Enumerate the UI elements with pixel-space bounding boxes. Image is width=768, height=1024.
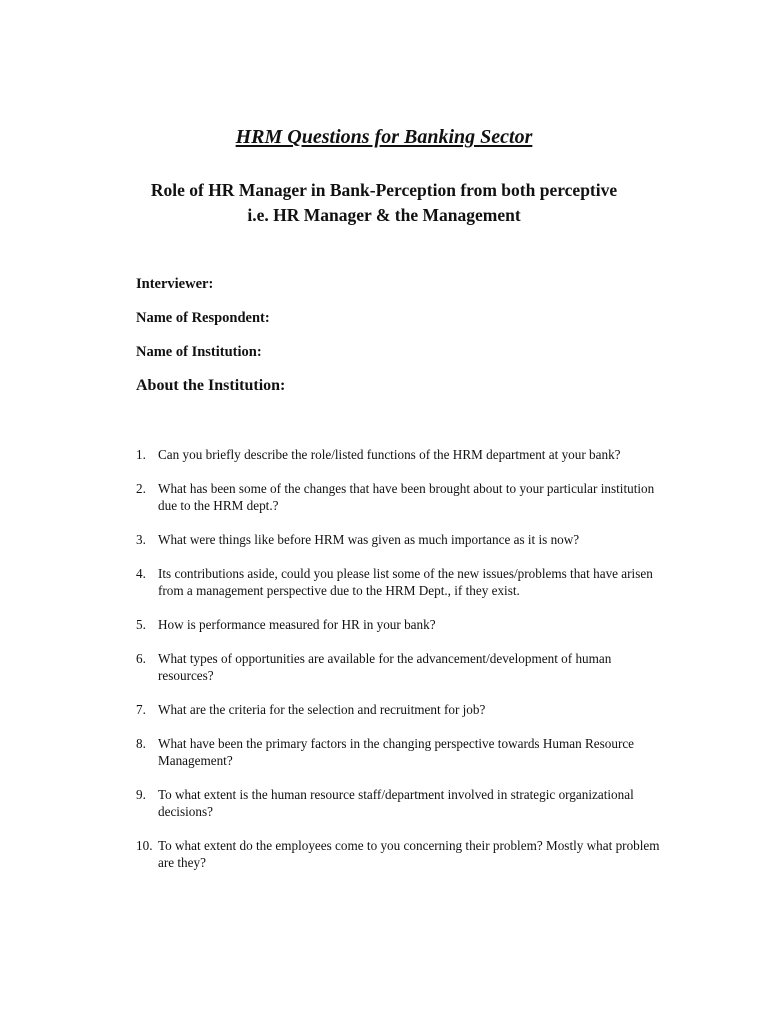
- question-number: 4.: [136, 566, 146, 581]
- section-heading: About the Institution:: [136, 377, 286, 394]
- subtitle-line-2: i.e. HR Manager & the Management: [247, 205, 521, 225]
- question-number: 9.: [136, 787, 146, 802]
- question-text: Its contributions aside, could you please list some of the new issues/problems that have arisen from a management perspective due to the HRM Dept., if they exist.: [158, 566, 653, 598]
- question-number: 1.: [136, 447, 146, 462]
- question-text: What were things like before HRM was given as much importance as it is now?: [158, 532, 580, 547]
- question-text: To what extent do the employees come to you concerning their problem? Mostly what problem are they?: [158, 838, 660, 870]
- question-number: 8.: [136, 736, 146, 751]
- question-text: What are the criteria for the selection and recruitment for job?: [158, 702, 486, 717]
- question-number: 7.: [136, 702, 146, 717]
- question-text: What types of opportunities are available for the advancement/development of human resources?: [158, 651, 612, 683]
- question-item: [136, 735, 666, 769]
- question-number: 10.: [136, 838, 153, 853]
- question-item: [136, 480, 666, 514]
- question-list: [136, 446, 666, 888]
- question-text: Can you briefly describe the role/listed functions of the HRM department at your bank?: [158, 447, 621, 462]
- document-title: HRM Questions for Banking Sector: [235, 126, 533, 148]
- question-number: 6.: [136, 651, 146, 666]
- question-text: How is performance measured for HR in your bank?: [158, 617, 436, 632]
- question-number: 3.: [136, 532, 146, 547]
- question-item: [136, 786, 666, 820]
- question-text: What has been some of the changes that have been brought about to your particular institution due to the HRM dept.?: [158, 481, 655, 513]
- question-number: 2.: [136, 481, 146, 496]
- question-item: [136, 616, 666, 633]
- question-item: [136, 446, 666, 463]
- question-text: To what extent is the human resource staff/department involved in strategic organizational decisions?: [158, 787, 634, 819]
- subtitle-line-1: Role of HR Manager in Bank-Perception from both perceptive: [150, 180, 618, 200]
- question-item: [136, 701, 666, 718]
- institution-label: Name of Institution:: [136, 344, 262, 360]
- respondent-label: Name of Respondent:: [136, 310, 270, 326]
- question-item: [136, 650, 666, 684]
- question-number: 5.: [136, 617, 146, 632]
- question-item: [136, 565, 666, 599]
- question-item: [136, 837, 666, 871]
- question-text: What have been the primary factors in the changing perspective towards Human Resource Management?: [158, 736, 635, 768]
- document-subtitle: [90, 178, 678, 228]
- question-item: [136, 531, 666, 548]
- interviewer-label: Interviewer:: [136, 276, 214, 292]
